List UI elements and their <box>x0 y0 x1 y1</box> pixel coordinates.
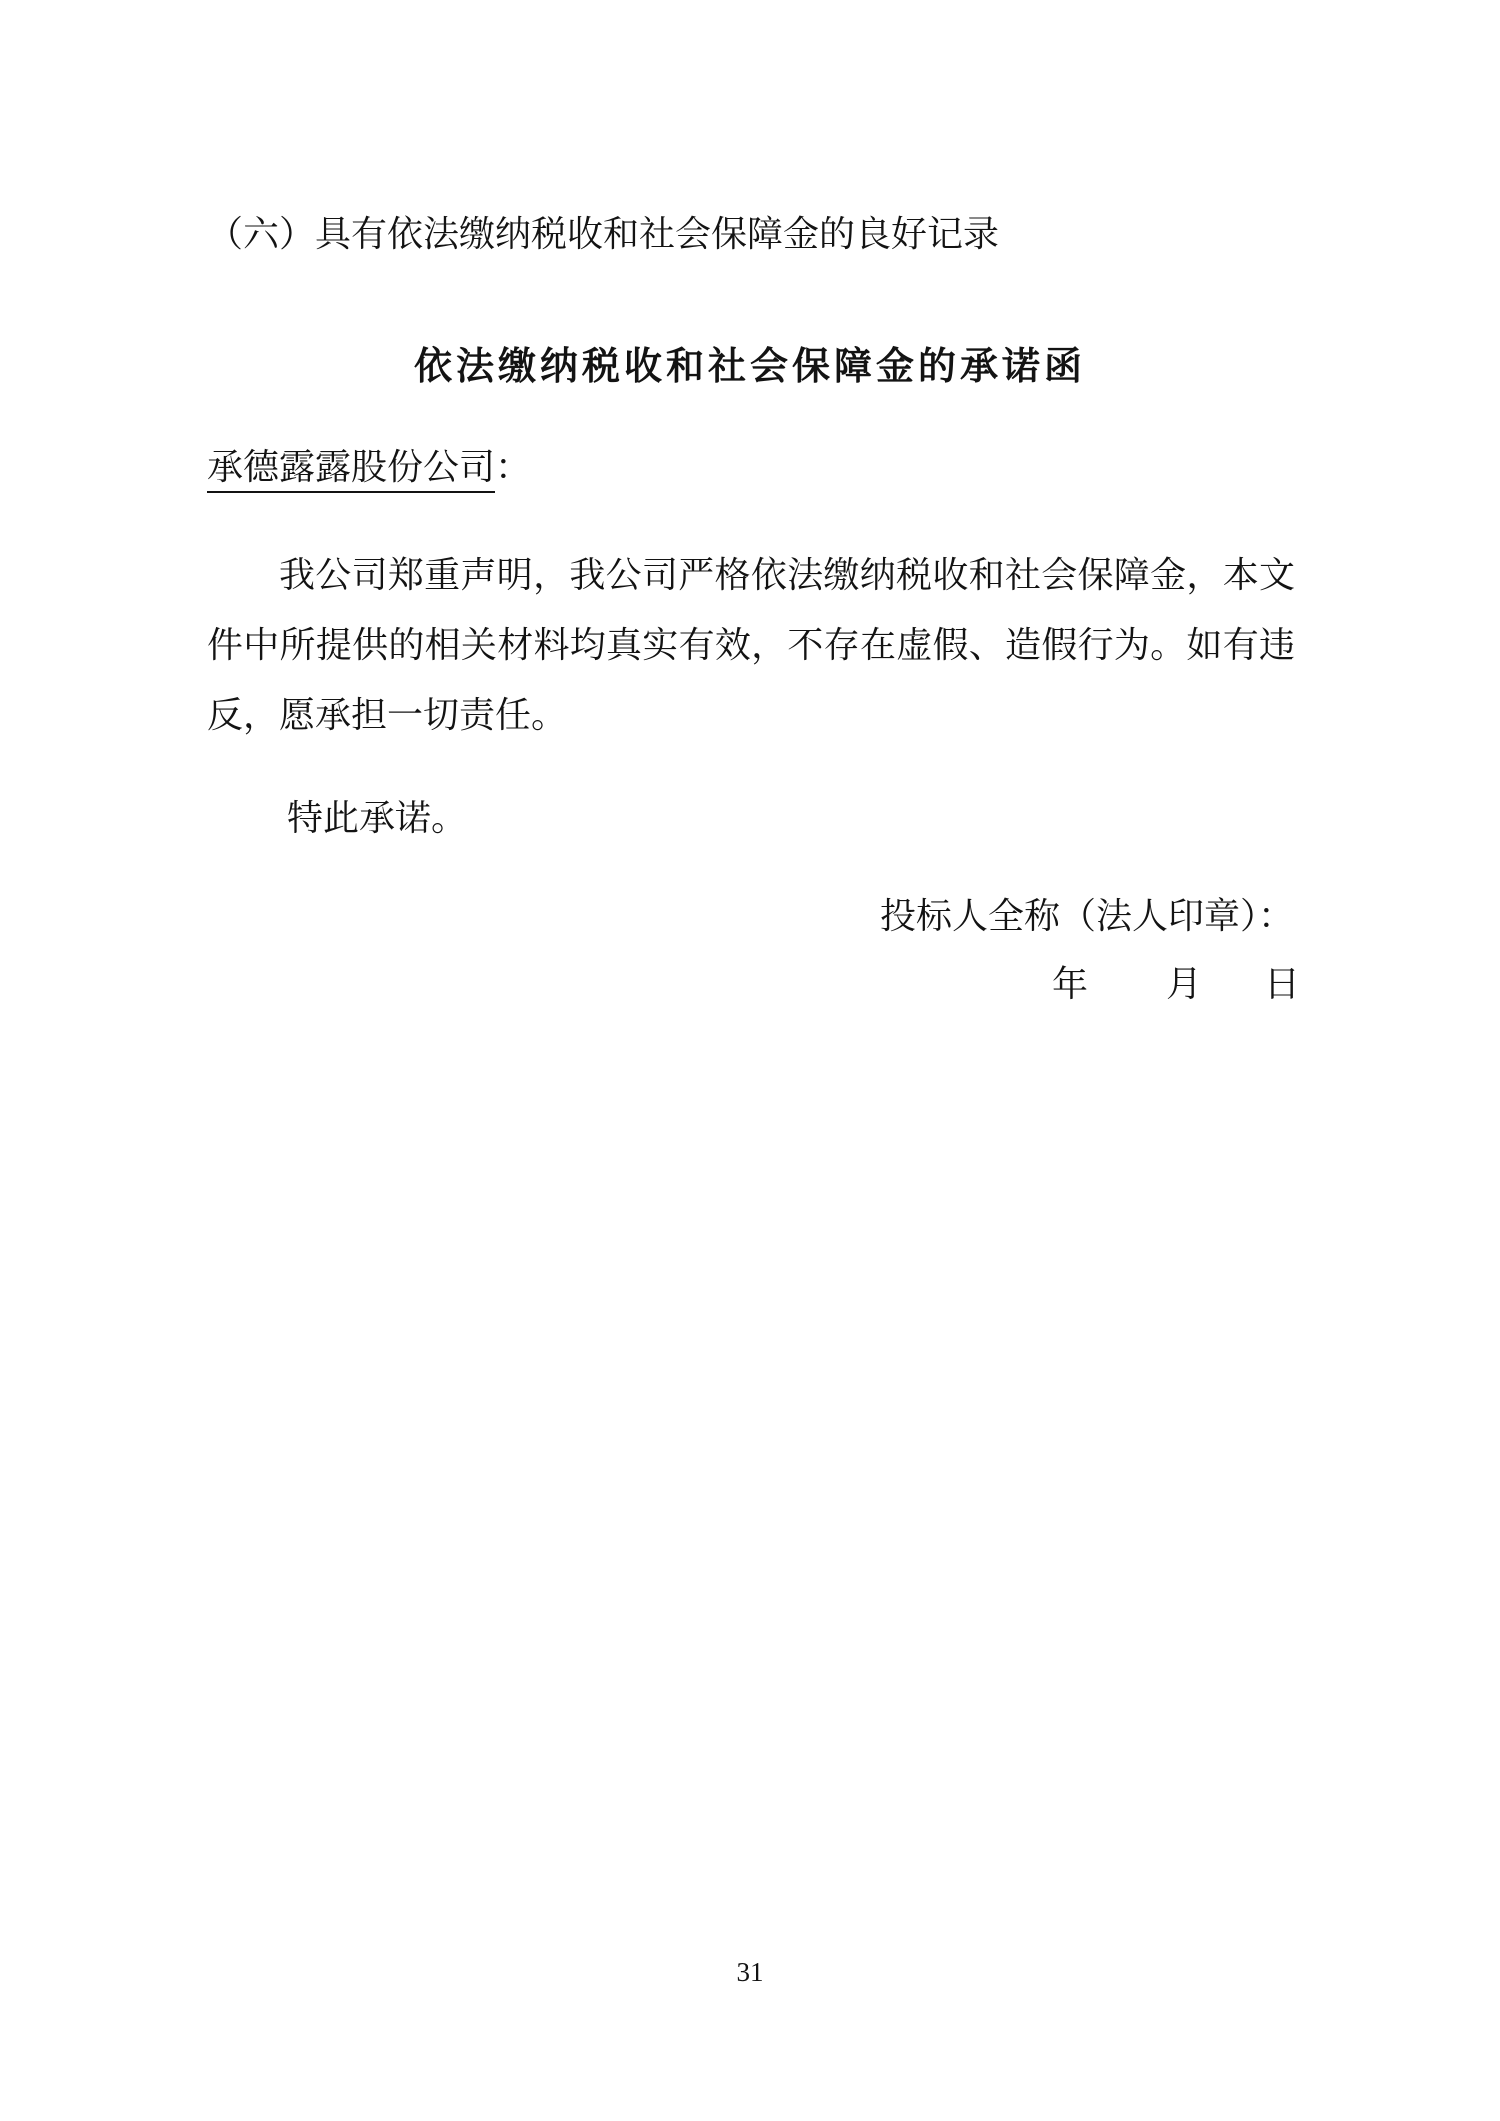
closing-statement: 特此承诺。 <box>287 798 468 838</box>
addressee-colon: ： <box>495 447 532 487</box>
body-line-1: 我公司郑重声明，我公司严格依法缴纳税收和社会保障金，本文 <box>279 555 1295 595</box>
addressee-company-name: 承德露露股份公司 <box>207 447 495 493</box>
month-label: 月 <box>1165 964 1202 1004</box>
date-line <box>1052 962 1300 1006</box>
day-label: 日 <box>1263 964 1300 1004</box>
body-line-3: 反，愿承担一切责任。 <box>207 695 568 735</box>
body-paragraph <box>207 540 1295 750</box>
section-heading: （六）具有依法缴纳税收和社会保障金的良好记录 <box>207 214 1000 254</box>
document-title: 依法缴纳税收和社会保障金的承诺函 <box>413 346 1086 388</box>
body-line-2: 件中所提供的相关材料均真实有效，不存在虚假、造假行为。如有违 <box>207 625 1295 665</box>
bidder-signature-label: 投标人全称（法人印章）： <box>879 896 1294 936</box>
page-number: 31 <box>736 1957 764 1987</box>
year-label: 年 <box>1051 964 1088 1004</box>
addressee-line <box>207 444 531 490</box>
